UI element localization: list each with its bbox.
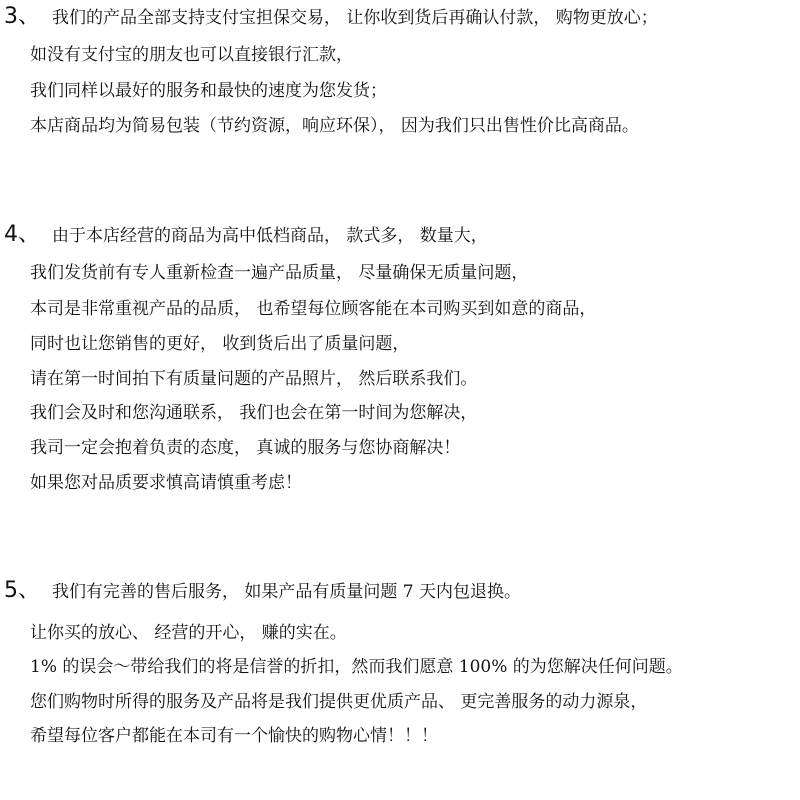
section-5-line-3: 您们购物时所得的服务及产品将是我们提供更优质产品、 更完善服务的动力源泉， bbox=[30, 692, 648, 712]
section-4-heading bbox=[4, 224, 488, 247]
section-4-line-2: 本司是非常重视产品的品质， 也希望每位顾客能在本司购买到如意的商品， bbox=[30, 299, 597, 319]
section-4-line-6: 我司一定会抱着负责的态度， 真诚的服务与您协商解决！ bbox=[30, 438, 461, 458]
section-3-line-2: 我们同样以最好的服务和最快的速度为您发货； bbox=[30, 81, 387, 101]
section-4-heading-text: 由于本店经营的商品为高中低档商品， 款式多， 数量大， bbox=[52, 226, 488, 246]
section-5-line-1: 让你买的放心、 经营的开心， 赚的实在。 bbox=[30, 623, 347, 643]
section-3-line-3: 本店商品均为简易包装（节约资源，响应环保）， 因为我们只出售性价比高商品。 bbox=[30, 116, 639, 136]
section-3-heading bbox=[4, 6, 658, 29]
section-3-number: 3、 bbox=[4, 4, 40, 29]
section-3-line-1: 如没有支付宝的朋友也可以直接银行汇款， bbox=[30, 45, 353, 65]
section-5-number: 5、 bbox=[4, 578, 40, 603]
section-4-line-1: 我们发货前有专人重新检查一遍产品质量， 尽量确保无质量问题， bbox=[30, 263, 529, 283]
section-5-heading bbox=[4, 580, 521, 603]
section-4-line-7: 如果您对品质要求慎高请慎重考虑！ bbox=[30, 473, 302, 493]
section-4-line-3: 同时也让您销售的更好， 收到货后出了质量问题， bbox=[30, 334, 410, 354]
section-4-number: 4、 bbox=[4, 222, 40, 247]
section-5-line-4: 希望每位客户都能在本司有一个愉快的购物心情！！！ bbox=[30, 726, 438, 746]
section-4-line-4: 请在第一时间拍下有质量问题的产品照片， 然后联系我们。 bbox=[30, 369, 478, 389]
section-5-heading-text: 我们有完善的售后服务， 如果产品有质量问题 7 天内包退换。 bbox=[52, 582, 522, 602]
section-5-line-2: 1% 的误会～带给我们的将是信誉的折扣，然而我们愿意 100% 的为您解决任何问题。 bbox=[30, 657, 683, 677]
section-3-heading-text: 我们的产品全部支持支付宝担保交易， 让你收到货后再确认付款， 购物更放心； bbox=[52, 8, 658, 28]
section-4-line-5: 我们会及时和您沟通联系， 我们也会在第一时间为您解决， bbox=[30, 403, 478, 423]
